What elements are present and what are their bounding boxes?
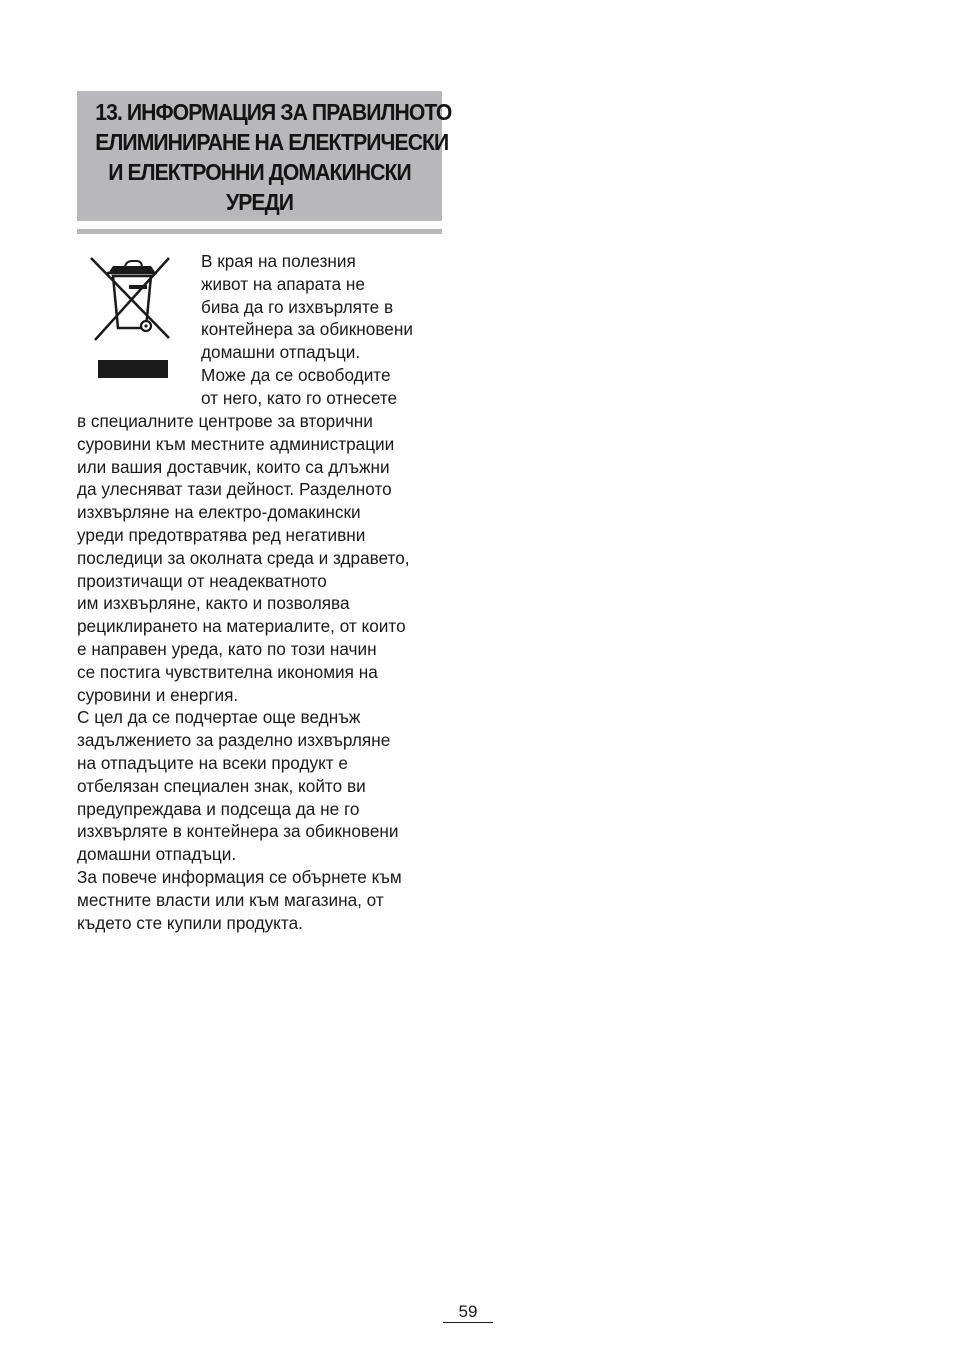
crossed-out-wheelie-bin-icon bbox=[85, 252, 179, 382]
text-line: им изхвърляне, както и позволява bbox=[77, 593, 350, 614]
text-line: контейнера за обикновени bbox=[201, 319, 413, 340]
text-line: произтичащи от неадекватното bbox=[77, 570, 327, 591]
text-line: уреди предотвратява ред негативни bbox=[77, 524, 366, 545]
intro-paragraph bbox=[201, 250, 446, 410]
text-line: от него, като го отнесете bbox=[201, 387, 398, 408]
text-line: Може да се освободите bbox=[201, 364, 391, 385]
text-line: отбелязан специален знак, който ви bbox=[77, 775, 366, 796]
text-line: изхвърляне на електро-домакински bbox=[77, 502, 361, 523]
page-number-underline bbox=[443, 1322, 493, 1323]
text-line: в специалните центрове за вторични bbox=[77, 411, 373, 431]
text-line: бива да го изхвърляте в bbox=[201, 296, 394, 317]
text-line: изхвърляте в контейнера за обикновени bbox=[77, 821, 399, 842]
text-line: С цел да се подчертае още веднъж bbox=[77, 707, 361, 728]
text-line: рециклирането на материалите, от които bbox=[77, 616, 406, 637]
main-paragraph bbox=[77, 410, 445, 934]
text-line: където сте купили продукта. bbox=[77, 912, 303, 933]
text-line: се постига чувствителна икономия на bbox=[77, 661, 378, 682]
text-line: живот на апарата не bbox=[201, 273, 365, 294]
section-title-line: УРЕДИ bbox=[225, 189, 294, 215]
text-line: суровини и енергия. bbox=[77, 684, 239, 705]
text-line: на отпадъците на всеки продукт е bbox=[77, 752, 348, 773]
text-line: домашни отпадъци. bbox=[77, 844, 237, 865]
page-number: 59 bbox=[458, 1302, 478, 1321]
text-line: е направен уреда, като по този начин bbox=[77, 638, 377, 659]
header-divider bbox=[77, 229, 442, 234]
text-line: суровини към местните администрации bbox=[77, 433, 395, 454]
section-title-line: И ЕЛЕКТРОННИ ДОМАКИНСКИ bbox=[108, 159, 411, 185]
text-line: да улесняват тази дейност. Разделното bbox=[77, 479, 392, 500]
section-header bbox=[77, 91, 452, 221]
section-title-line: 13. ИНФОРМАЦИЯ ЗА ПРАВИЛНОТО bbox=[95, 99, 452, 125]
section-title-line: ЕЛИМИНИРАНЕ НА ЕЛЕКТРИЧЕСКИ bbox=[95, 129, 449, 155]
text-line: местните власти или към магазина, от bbox=[77, 889, 384, 910]
text-line: домашни отпадъци. bbox=[201, 342, 361, 363]
text-line: последици за околната среда и здравето, bbox=[77, 547, 410, 568]
text-line: задължението за разделно изхвърляне bbox=[77, 730, 391, 751]
section-title bbox=[95, 97, 452, 217]
text-line: В края на полезния bbox=[201, 251, 356, 271]
text-line: За повече информация се обърнете към bbox=[77, 866, 402, 887]
text-line: или вашия доставчик, които са длъжни bbox=[77, 456, 390, 477]
text-line: предупреждава и подсеща да не го bbox=[77, 798, 360, 819]
